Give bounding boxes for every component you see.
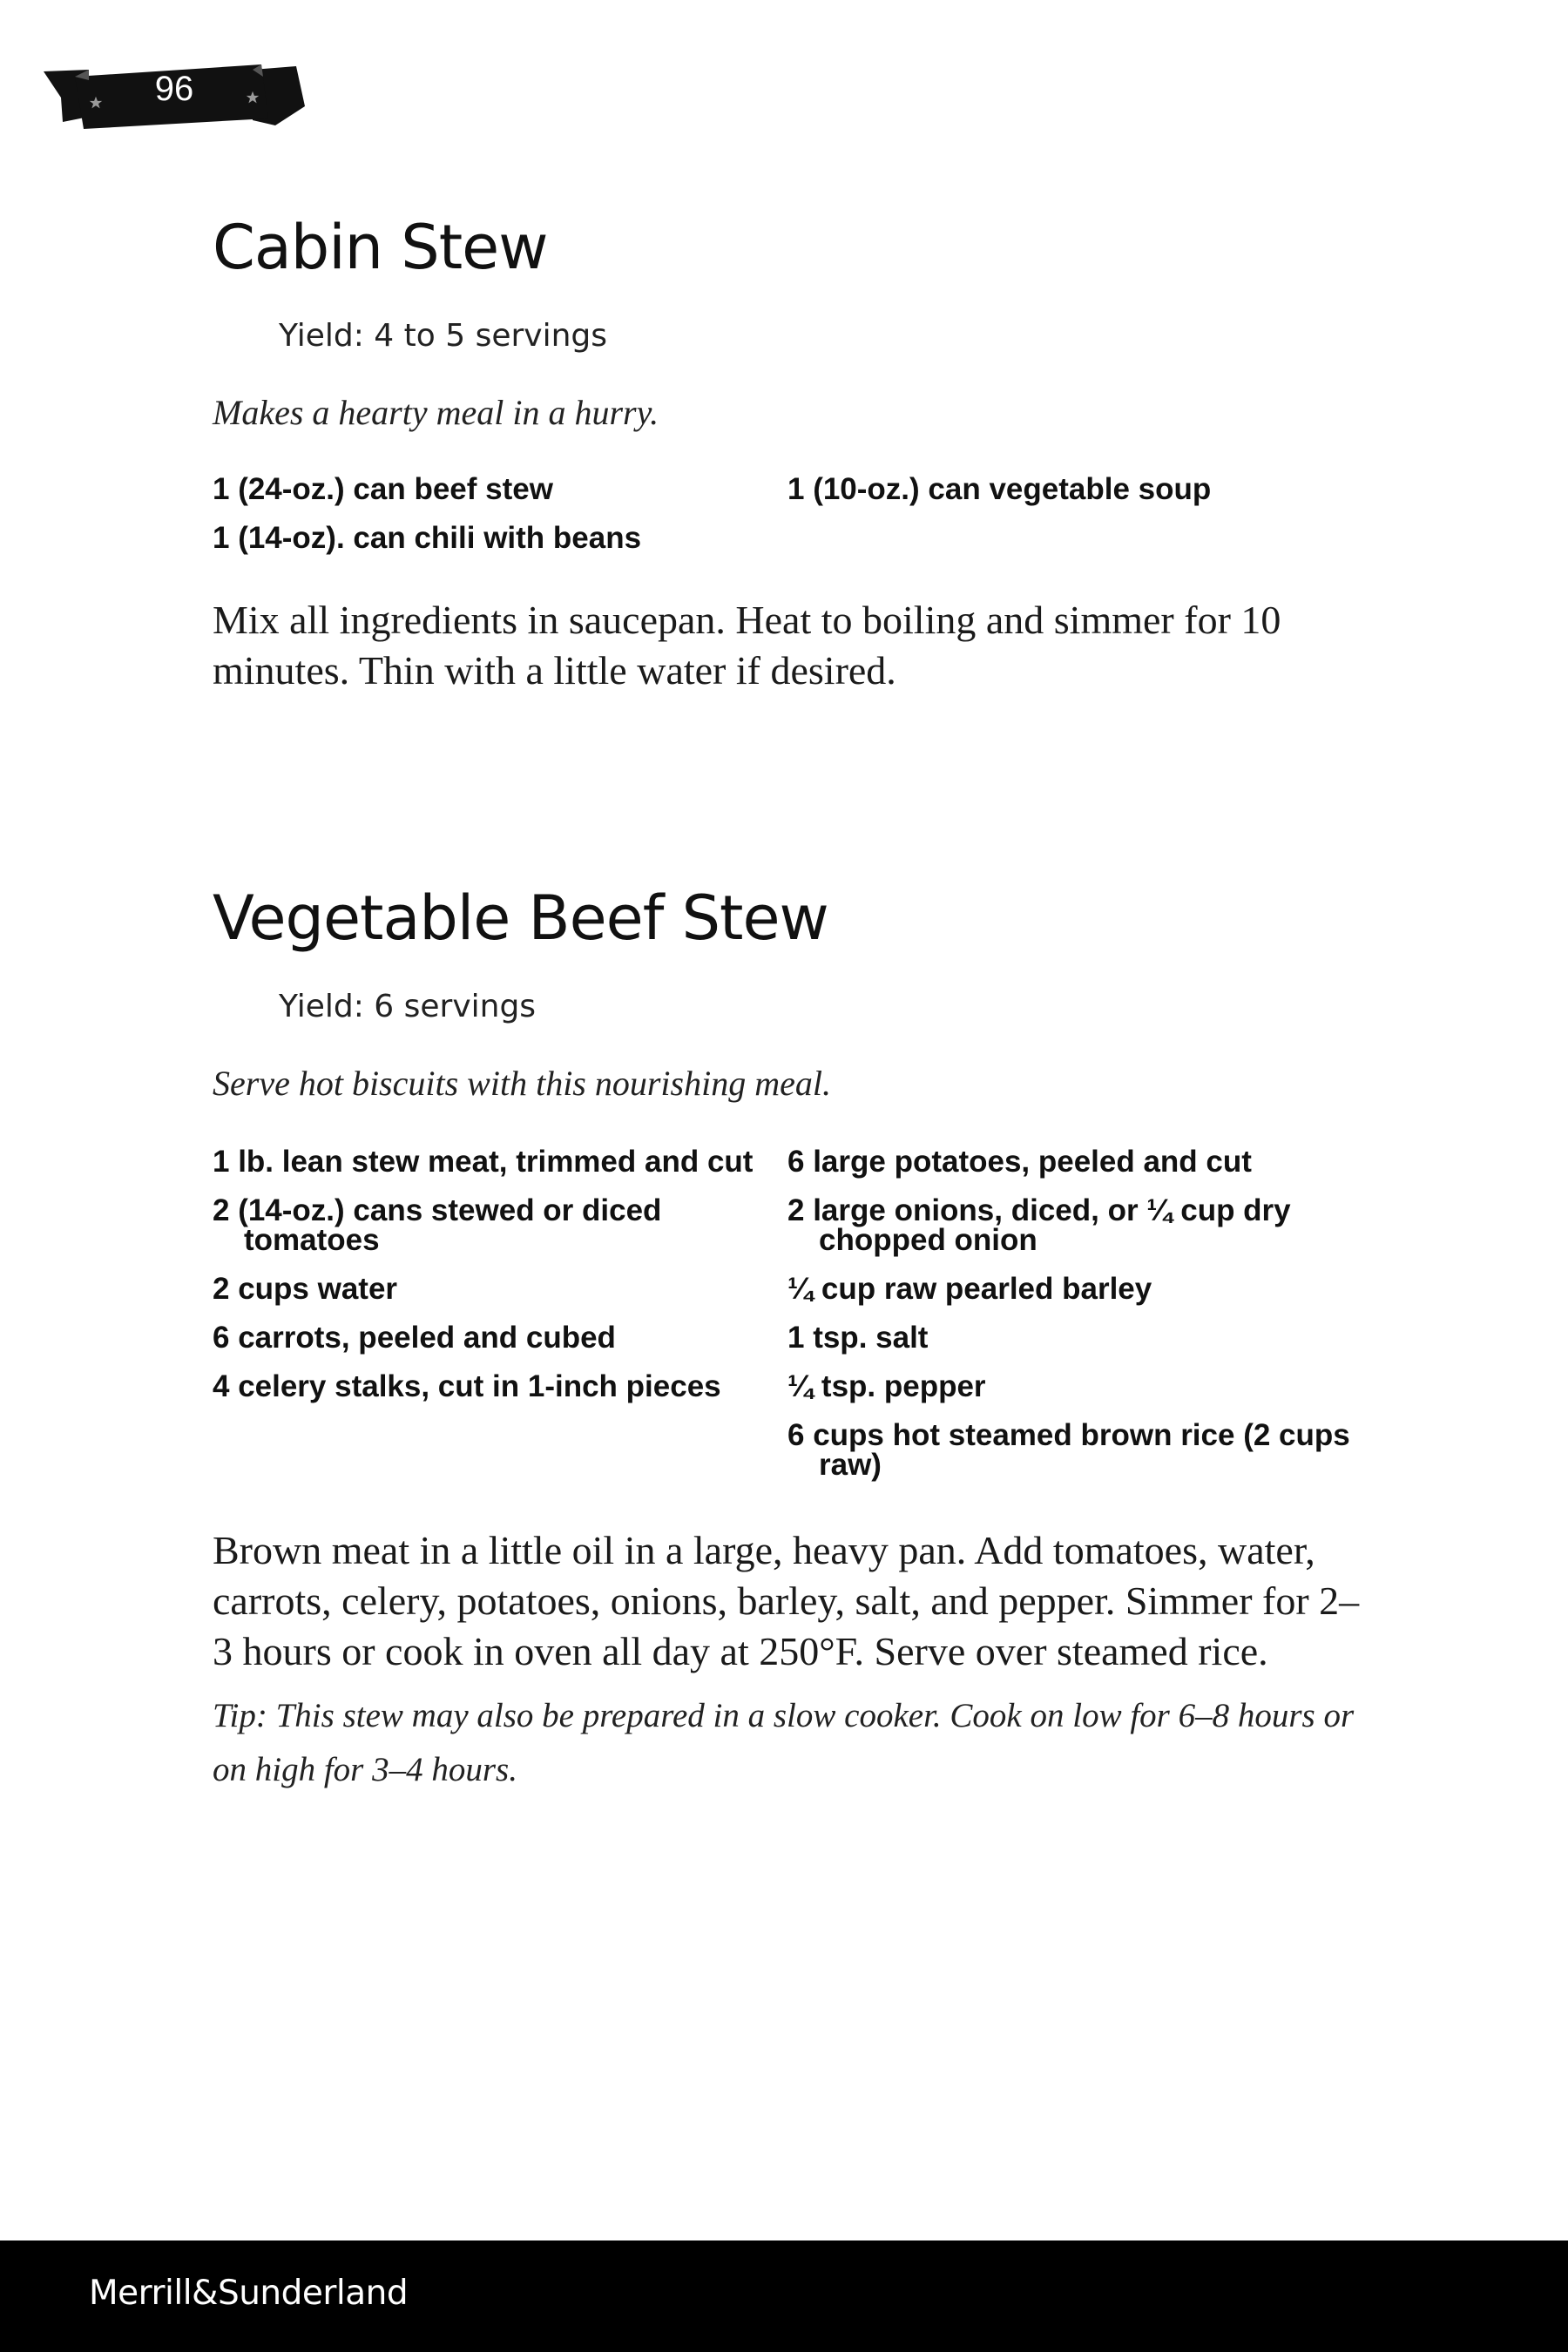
page-number-banner	[44, 63, 305, 132]
ingredient-item: 4 celery stalks, cut in 1-inch pieces	[213, 1369, 721, 1403]
recipe-yield: Yield: 4 to 5 servings	[279, 318, 607, 354]
recipe-intro: Makes a hearty meal in a hurry.	[213, 393, 659, 432]
ingredient-item: 1 (10-oz.) can vegetable soup	[787, 472, 1212, 506]
ingredient-item: 6 large potatoes, peeled and cut	[787, 1145, 1252, 1179]
ingredient-item: ¼ cup raw pearled barley	[787, 1272, 1152, 1306]
recipe-tip: Tip: This stew may also be prepared in a slow cooker. Cook on low for 6–8 hours or on high for 3–4 hours.	[213, 1697, 1355, 1788]
ingredient-item: 2 large onions, diced, or ¼ cup dry chopped onion	[787, 1193, 1291, 1257]
ingredient-item: 1 (24-oz.) can beef stew	[213, 472, 553, 506]
ingredient-item: ¼ tsp. pepper	[787, 1369, 986, 1403]
recipe-title: Cabin Stew	[213, 212, 548, 283]
recipe-title: Vegetable Beef Stew	[213, 882, 828, 954]
publisher-name: Merrill&Sunderland	[89, 2274, 409, 2313]
ingredient-item: 6 carrots, peeled and cubed	[213, 1321, 616, 1355]
recipe-vegetable-beef-stew	[213, 882, 1362, 1797]
ingredient-item: 1 lb. lean stew meat, trimmed and cut	[213, 1145, 754, 1179]
recipe-yield: Yield: 6 servings	[279, 989, 537, 1024]
ingredient-list	[213, 1147, 1362, 1499]
star-icon	[246, 91, 260, 105]
ingredient-column-left	[213, 472, 787, 572]
ingredient-item: 2 (14-oz.) cans stewed or diced tomatoes	[213, 1193, 662, 1257]
star-icon	[89, 96, 103, 110]
recipe-directions: Mix all ingredients in saucepan. Heat to boiling and simmer for 10 minutes. Thin with a little water if desired.	[213, 598, 1281, 693]
ingredient-list	[213, 472, 1362, 572]
ingredient-item: 1 tsp. salt	[787, 1321, 929, 1355]
page-footer	[0, 2240, 1568, 2352]
ingredient-item: 1 (14-oz). can chili with beans	[213, 521, 642, 555]
ingredient-item: 6 cups hot steamed brown rice (2 cups raw)	[787, 1418, 1350, 1482]
recipe-cabin-stew	[213, 214, 1362, 696]
recipe-directions: Brown meat in a little oil in a large, heavy pan. Add tomatoes, water, carrots, celery, potatoes, onions, barley, salt, and pepper. Simmer for 2–3 hours or cook in oven all day at 250°F. Serve over steamed rice.	[213, 1528, 1360, 1673]
ingredient-column-right	[787, 1147, 1362, 1499]
ingredient-item: 2 cups water	[213, 1272, 398, 1306]
page-number: 96	[154, 70, 194, 108]
ingredient-column-right	[787, 472, 1362, 572]
recipe-intro: Serve hot biscuits with this nourishing meal.	[213, 1064, 831, 1103]
ingredient-column-left	[213, 1147, 787, 1499]
